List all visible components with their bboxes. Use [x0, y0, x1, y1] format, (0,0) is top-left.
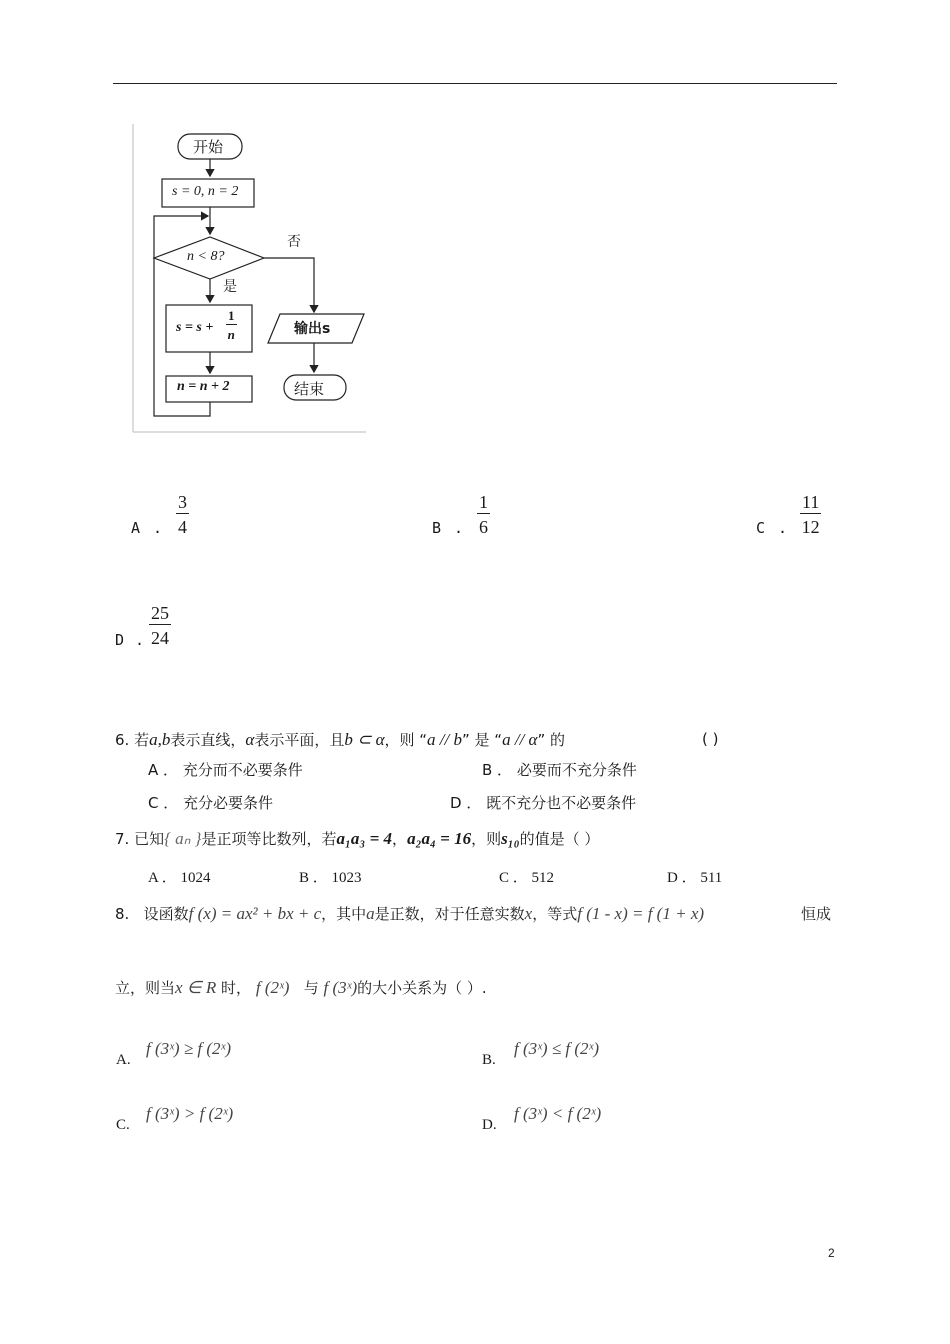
q8-line2-text-4: 的大小关系为（ ）.: [357, 979, 487, 997]
q8-option-d-letter: D.: [482, 1117, 497, 1133]
q7-text-4: ，则: [471, 830, 502, 848]
q8-line2-text-2: 时，: [221, 979, 252, 997]
flow-no-label: 否: [287, 234, 301, 250]
flow-step1-den: n: [227, 327, 235, 342]
q5-option-b-letter: B: [432, 519, 442, 537]
page-number: 2: [828, 1246, 835, 1260]
q8-option-c-letter: C.: [116, 1117, 130, 1133]
q7-sequence: { aₙ }: [164, 829, 202, 848]
q8-text-5: 恒成: [801, 905, 832, 923]
q8-text-2: ，其中: [321, 905, 367, 923]
flow-start-label: 开始: [193, 138, 224, 156]
q5-option-a-num: 3: [178, 492, 187, 512]
q5-option-a-fraction: [176, 492, 189, 537]
flow-step1-label: s = s +: [176, 320, 214, 335]
q7-option-c: C ． 512: [499, 870, 555, 886]
q8-f2x: f (2ˣ): [255, 978, 290, 997]
q5-option-d-num: 25: [151, 603, 169, 623]
q8-line2-text-3: 与: [303, 979, 319, 997]
q5-option-c-letter: C: [756, 519, 766, 537]
q6-number: 6.: [115, 731, 130, 749]
q6-option-d: D ． 既不充分也不必要条件: [450, 794, 637, 812]
q8-f3x: f (3ˣ): [323, 978, 358, 997]
header-rule: [113, 83, 837, 84]
q6-text-4: ，则 “: [384, 731, 428, 749]
q8-option-a: f (3ˣ) ≥ f (2ˣ): [146, 1039, 232, 1058]
q5-option-c-fraction: [800, 492, 821, 537]
q8-option-b-letter: B.: [482, 1052, 496, 1068]
q7-text-2: 是正项等比数列，若: [201, 830, 337, 848]
q8-option-d: f (3ˣ) < f (2ˣ): [514, 1104, 602, 1123]
q7-stem: [115, 828, 599, 849]
q6-option-b: B ． 必要而不充分条件: [482, 761, 637, 779]
flow-yes-label: 是: [223, 279, 237, 295]
q8-option-a-letter: A.: [116, 1052, 131, 1068]
q8-text-3: 是正数，对于任意实数: [374, 905, 525, 923]
flow-init-label: s = 0, n = 2: [172, 184, 239, 199]
q5-option-b-den: 6: [479, 517, 488, 537]
q6-text-2: 表示直线，: [170, 731, 246, 749]
q8-text-1: 设函数: [143, 905, 189, 923]
q7-text-3: ，: [392, 830, 408, 848]
q8-text-4: ，等式: [532, 905, 578, 923]
q7-text-5: 的值是（ ）: [519, 830, 600, 848]
q6-stem: [115, 729, 565, 750]
q5-option-d-den: 24: [151, 628, 169, 648]
q8-x: x: [524, 904, 533, 923]
q6-option-c: C ． 充分必要条件: [148, 794, 274, 812]
q6-cond1: a // b: [427, 730, 462, 749]
q8-stem-line1: [115, 903, 704, 924]
q5-option-d-fraction: [149, 603, 171, 648]
q6-cond2: a // α: [502, 730, 538, 749]
q5-option-d-dot: .: [135, 631, 145, 649]
q5-option-b-dot: .: [454, 519, 464, 537]
q7-s10: s₁₀: [501, 829, 520, 848]
flow-cond-label: n < 8?: [187, 249, 225, 264]
q7-option-d: D ． 511: [667, 870, 723, 886]
q5-option-a-den: 4: [178, 517, 187, 537]
q8-option-b: f (3ˣ) ≤ f (2ˣ): [514, 1039, 600, 1058]
q5-option-c-num: 11: [802, 492, 820, 512]
q6-text-1: 若: [134, 731, 150, 749]
q6-b-subset: b ⊂ α: [344, 730, 385, 749]
q5-option-b-num: 1: [479, 492, 488, 512]
q8-x-in-r: x ∈ R: [175, 978, 217, 997]
q8-stem-line2: [115, 977, 487, 998]
q5-option-c-den: 12: [801, 517, 820, 537]
q7-eq2: a₂a₄ = 16: [407, 829, 472, 848]
flow-step1-num: 1: [228, 308, 235, 323]
q6-text-5: ” 是 “: [462, 731, 503, 749]
q5-option-d-letter: D: [115, 631, 125, 649]
q7-option-b: B ． 1023: [299, 870, 362, 886]
q8-function: f (x) = ax² + bx + c: [188, 904, 322, 923]
q5-option-a-dot: .: [153, 519, 163, 537]
q7-text-1: 已知: [134, 830, 165, 848]
q6-text-3: 表示平面，且: [254, 731, 345, 749]
flow-step1-fraction: [226, 309, 237, 342]
q6-option-a: A ． 充分而不必要条件: [148, 761, 303, 779]
flow-output-label: 输出s: [294, 321, 331, 337]
q7-option-a: A ． 1024: [148, 870, 211, 886]
q7-eq1: a₁a₃ = 4: [336, 829, 393, 848]
q5-option-b-fraction: [477, 492, 490, 537]
q7-number: 7.: [115, 830, 130, 848]
q6-answer-paren: ( ): [702, 730, 719, 748]
q5-option-a-letter: A: [131, 519, 141, 537]
q8-number: 8.: [115, 905, 130, 923]
flow-end-label: 结束: [294, 380, 325, 398]
q6-alpha: α: [245, 730, 255, 749]
q8-a: a: [366, 904, 375, 923]
flow-step2-label: n = n + 2: [177, 379, 230, 394]
q6-text-6: ” 的: [537, 731, 566, 749]
q6-ab: a,b: [149, 730, 171, 749]
q8-option-c: f (3ˣ) > f (2ˣ): [146, 1104, 234, 1123]
q8-symmetry: f (1 - x) = f (1 + x): [577, 904, 705, 923]
q5-option-c-dot: .: [778, 519, 788, 537]
flowchart: [130, 122, 370, 434]
q8-line2-text-1: 立，则当: [115, 979, 176, 997]
